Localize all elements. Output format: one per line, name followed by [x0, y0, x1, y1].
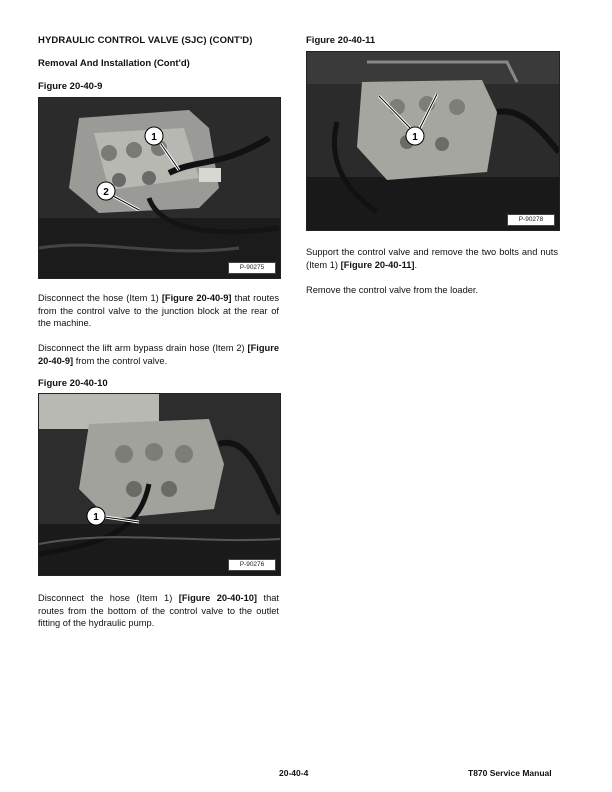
page-number: 20-40-4 — [279, 768, 309, 778]
photo-id: P-90278 — [507, 214, 555, 226]
figure-label-20-40-9: Figure 20-40-9 — [38, 81, 103, 92]
step-text: Support the control valve and remove the two bolts and nuts (Item 1) — [306, 247, 558, 270]
figure-label-20-40-10: Figure 20-40-10 — [38, 378, 108, 389]
step-text: from the control valve. — [73, 355, 168, 366]
callout-1: 1 — [93, 512, 99, 523]
step-paragraph — [306, 284, 558, 297]
step-paragraph — [38, 592, 279, 630]
step-text: Remove the control valve from the loader. — [306, 285, 479, 295]
step-text: Disconnect the lift arm bypass drain hose (Item 2) — [38, 343, 248, 353]
section-title: HYDRAULIC CONTROL VALVE (SJC) (CONT'D) — [38, 35, 253, 46]
figure-photo-20-40-9 — [38, 97, 281, 279]
figure-reference: [Figure 20-40-10] — [178, 593, 258, 603]
manual-title: T870 Service Manual — [468, 768, 552, 778]
subsection-title: Removal And Installation (Cont'd) — [38, 58, 190, 69]
callout-1: 1 — [412, 132, 418, 143]
figure-reference: [Figure 20-40-9] — [161, 293, 232, 303]
figure-photo-20-40-10 — [38, 393, 281, 576]
callout-1: 1 — [151, 132, 157, 143]
photo-id: P-90275 — [228, 262, 276, 274]
step-text: Disconnect the hose (Item 1) — [38, 293, 162, 303]
step-paragraph — [306, 246, 558, 271]
step-text: that routes from the bottom of the control valve to the outlet fitting of the hydraulic pump. — [38, 593, 279, 629]
step-paragraph — [38, 292, 279, 330]
figure-reference: [Figure 20-40-9] — [38, 343, 279, 366]
step-text: . — [414, 259, 418, 270]
step-paragraph — [38, 342, 279, 367]
figure-photo-20-40-11 — [306, 51, 560, 231]
figure-label-20-40-11: Figure 20-40-11 — [306, 35, 376, 46]
callout-2: 2 — [103, 187, 109, 198]
step-text: Disconnect the hose (Item 1) — [38, 593, 179, 603]
step-text: that routes from the control valve to the junction block at the rear of the machine. — [38, 293, 280, 329]
figure-reference: [Figure 20-40-11] — [340, 259, 415, 270]
photo-id: P-90276 — [228, 559, 276, 571]
